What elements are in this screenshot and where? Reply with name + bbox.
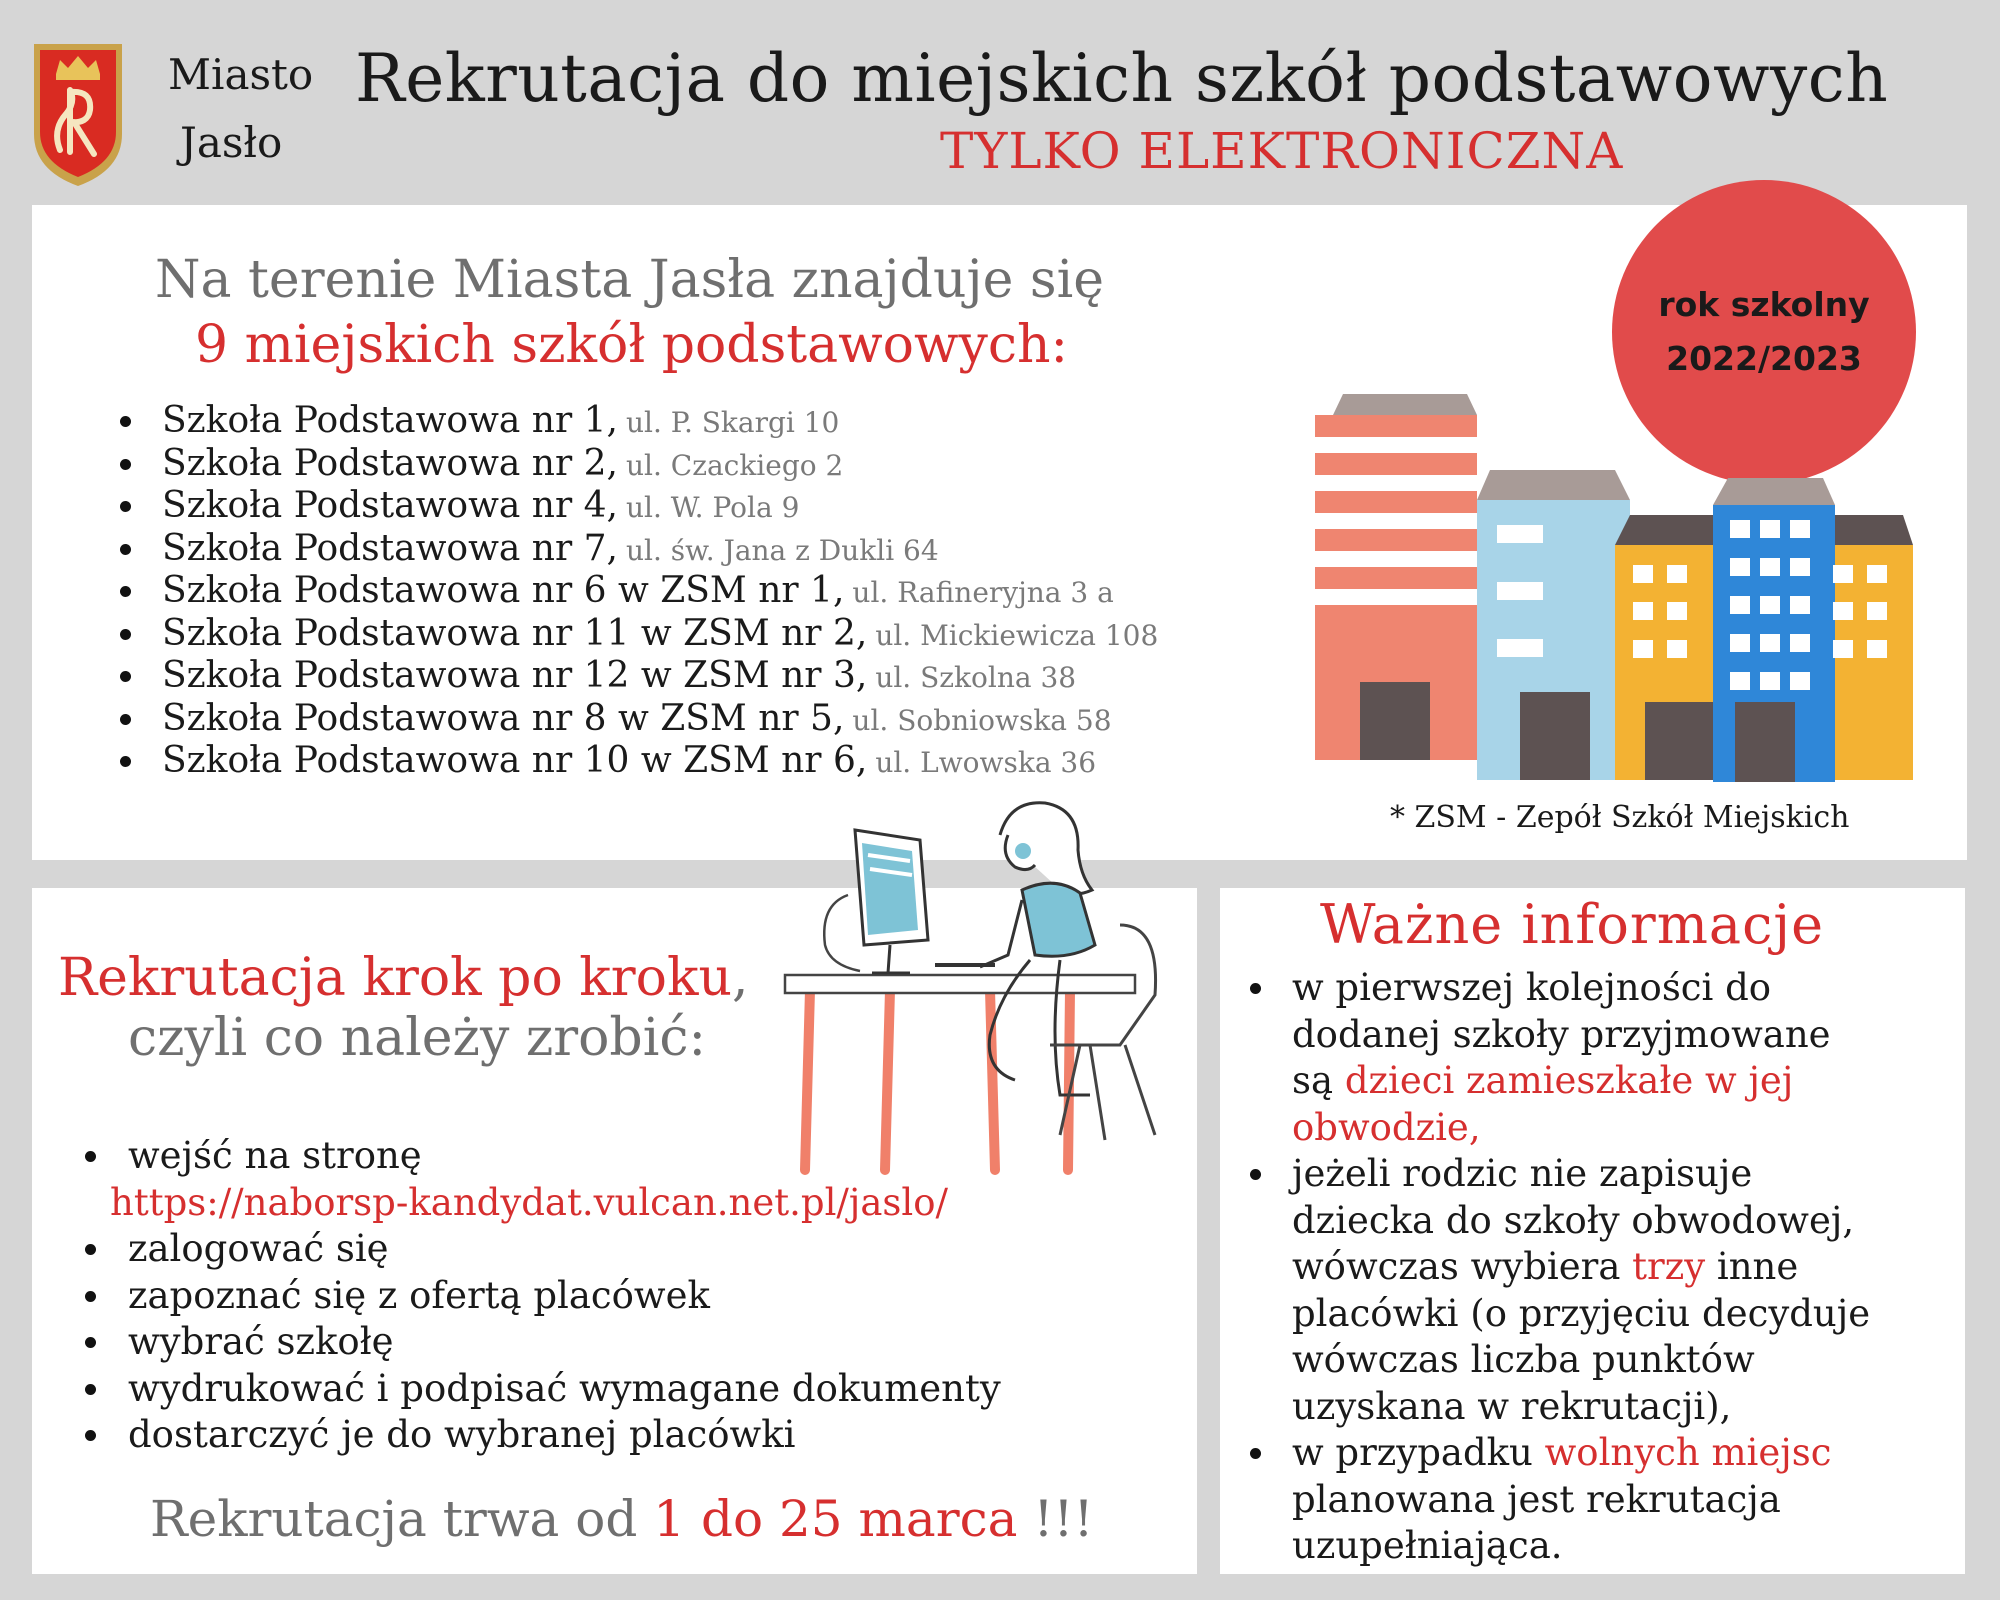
info-line: jeżeli rodzic nie zapisuje — [1292, 1152, 1753, 1195]
info-item — [1250, 1430, 1870, 1570]
info-item — [1250, 965, 1870, 1151]
recruitment-duration — [150, 1490, 1094, 1548]
step-item: dostarczyć je do wybranej placówki — [85, 1412, 1001, 1459]
info-line: uzyskana w rekrutacji), — [1292, 1384, 1732, 1428]
schools-intro-line2: 9 miejskich szkół podstawowych: — [195, 315, 1069, 375]
school-name: Szkoła Podstawowa nr 12 w ZSM nr 3, — [162, 655, 868, 696]
info-line — [1292, 1244, 1870, 1291]
school-item — [120, 613, 1158, 656]
school-item — [120, 443, 1158, 486]
school-name: Szkoła Podstawowa nr 6 w ZSM nr 1, — [162, 570, 845, 611]
step-item: wejść na stronę — [85, 1133, 1001, 1180]
zsm-footnote: * ZSM - Zepół Szkół Miejskich — [1390, 800, 1850, 835]
school-item — [120, 740, 1158, 783]
school-item — [120, 655, 1158, 698]
woman-at-computer-illustration — [760, 795, 1200, 1175]
info-line: uzupełniająca. — [1292, 1524, 1563, 1567]
duration-suffix: !!! — [1017, 1490, 1094, 1548]
info-highlight: dzieci zamieszkałe w jej — [1344, 1059, 1794, 1102]
badge-label: rok szkolny — [1658, 285, 1870, 324]
info-highlight: trzy — [1632, 1245, 1706, 1288]
info-line — [1292, 1058, 1870, 1105]
step-item: wydrukować i podpisać wymagane dokumenty — [85, 1366, 1001, 1413]
steps-list — [85, 1133, 1001, 1459]
badge-year: 2022/2023 — [1666, 339, 1862, 378]
info-line: planowana jest rekrutacja — [1292, 1477, 1781, 1521]
school-name: Szkoła Podstawowa nr 10 w ZSM nr 6, — [162, 740, 868, 781]
school-item — [120, 698, 1158, 741]
buildings-illustration — [1315, 390, 1915, 782]
step-item: zalogować się — [85, 1226, 1001, 1273]
school-item — [120, 570, 1158, 613]
city-name-line2: Jasło — [180, 118, 283, 167]
recruitment-url-link[interactable]: https://naborsp-kandydat.vulcan.net.pl/jaslo/ — [110, 1180, 948, 1224]
school-name: Szkoła Podstawowa nr 4, — [162, 485, 618, 526]
school-item — [120, 485, 1158, 528]
jaslo-coat-of-arms-logo — [30, 30, 126, 190]
info-highlight: obwodzie, — [1292, 1105, 1481, 1149]
school-address: ul. P. Skargi 10 — [625, 406, 840, 439]
school-address: ul. Rafineryjna 3 a — [852, 576, 1114, 609]
info-line: dodanej szkoły przyjmowane — [1292, 1012, 1831, 1056]
step-item: zapoznać się z ofertą placówek — [85, 1273, 1001, 1320]
schools-intro-line1: Na terenie Miasta Jasła znajduje się — [155, 250, 1104, 310]
info-line: dziecka do szkoły obwodowej, — [1292, 1198, 1855, 1242]
school-address: ul. Sobniowska 58 — [852, 703, 1112, 737]
info-item — [1250, 1151, 1870, 1430]
school-name: Szkoła Podstawowa nr 7, — [162, 527, 618, 569]
page-subtitle: TYLKO ELEKTRONICZNA — [940, 122, 1624, 180]
school-address: ul. W. Pola 9 — [625, 491, 800, 524]
school-item — [120, 400, 1158, 443]
info-line: placówki (o przyjęciu decyduje — [1292, 1291, 1871, 1335]
steps-heading-comma: , — [731, 948, 749, 1008]
info-text: inne — [1705, 1245, 1799, 1288]
info-line — [1292, 1430, 1870, 1477]
school-address: ul. Mickiewicza 108 — [875, 618, 1159, 652]
steps-heading-red: Rekrutacja krok po kroku — [58, 948, 732, 1008]
info-text: wówczas wybiera — [1292, 1245, 1633, 1288]
city-name-line1: Miasto — [168, 50, 314, 99]
school-address: ul. Czackiego 2 — [625, 448, 844, 482]
step-item: wybrać szkołę — [85, 1319, 1001, 1366]
steps-subheading: czyli co należy zrobić: — [128, 1008, 706, 1068]
info-line: wówczas liczba punktów — [1292, 1338, 1755, 1381]
duration-dates: 1 do 25 marca — [653, 1490, 1018, 1548]
info-text: są — [1292, 1059, 1345, 1102]
school-address: ul. Szkolna 38 — [875, 661, 1077, 694]
info-title: Ważne informacje — [1320, 893, 1825, 956]
info-line: w pierwszej kolejności do — [1292, 966, 1772, 1009]
school-address: ul. Lwowska 36 — [875, 746, 1097, 779]
info-highlight: wolnych miejsc — [1544, 1431, 1832, 1474]
duration-prefix: Rekrutacja trwa od — [150, 1490, 654, 1548]
school-name: Szkoła Podstawowa nr 1, — [162, 400, 618, 441]
steps-heading — [58, 948, 749, 1008]
school-name: Szkoła Podstawowa nr 2, — [162, 442, 618, 484]
school-item — [120, 528, 1158, 571]
info-text: w przypadku — [1292, 1431, 1545, 1474]
schools-list — [120, 400, 1158, 783]
info-list — [1250, 965, 1870, 1570]
school-name: Szkoła Podstawowa nr 11 w ZSM nr 2, — [162, 612, 868, 654]
school-name: Szkoła Podstawowa nr 8 w ZSM nr 5, — [162, 697, 845, 739]
page-title: Rekrutacja do miejskich szkół podstawowych — [355, 40, 1889, 117]
school-address: ul. św. Jana z Dukli 64 — [625, 533, 939, 567]
